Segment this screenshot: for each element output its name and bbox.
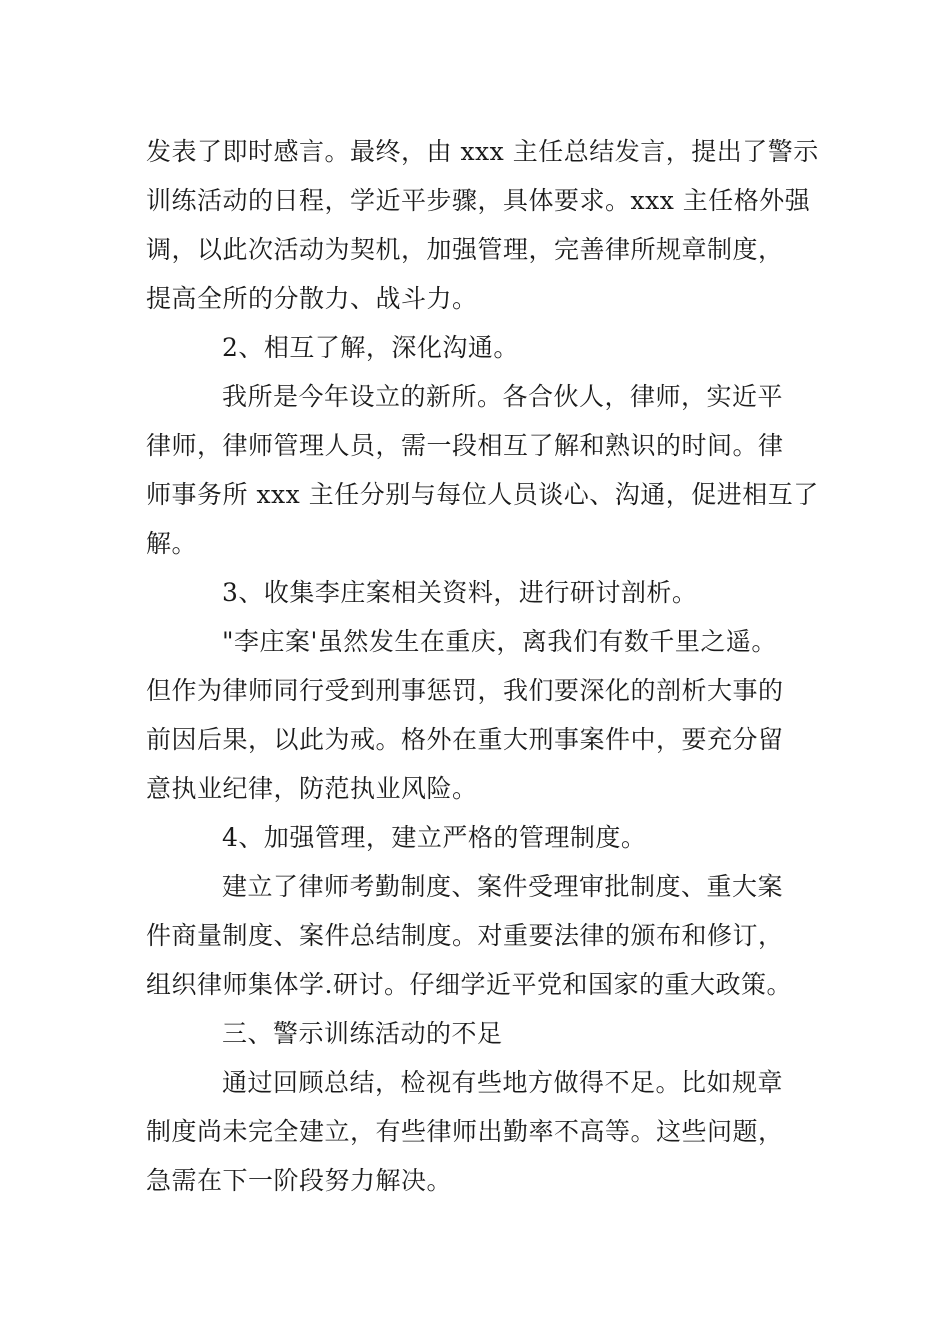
text-line: 解。	[146, 529, 198, 558]
text-line: "李庄案'虽然发生在重庆，离我们有数千里之遥。	[222, 627, 777, 656]
text-line: 意执业纪律，防范执业风险。	[146, 774, 478, 803]
paragraph-9	[146, 1058, 811, 1205]
text-line: 我所是今年设立的新所。各合伙人，律师，实近平	[222, 382, 784, 411]
document-body	[146, 127, 819, 1205]
text-line: 通过回顾总结，检视有些地方做得不足。比如规章	[222, 1068, 784, 1097]
text-line: 组织律师集体学.研讨。仔细学近平党和国家的重大政策。	[146, 970, 792, 999]
text-line: 2、相互了解，深化沟通。	[222, 333, 519, 362]
text-line: 制度尚未完全建立，有些律师出勤率不高等。这些问题，	[146, 1117, 784, 1146]
section-heading-3	[146, 568, 811, 617]
text-line: 但作为律师同行受到刑事惩罚，我们要深化的剖析大事的	[146, 676, 784, 705]
section-heading-2	[146, 323, 811, 372]
text-line: 件商量制度、案件总结制度。对重要法律的颁布和修订，	[146, 921, 784, 950]
text-line: 提高全所的分散力、战斗力。	[146, 284, 478, 313]
paragraph-5	[146, 617, 811, 813]
text-line: 发表了即时感言。最终，由 xxx 主任总结发言，提出了警示	[146, 137, 819, 166]
text-line: 调，以此次活动为契机，加强管理，完善律所规章制度，	[146, 235, 784, 264]
text-line: 师事务所 xxx 主任分别与每位人员谈心、沟通，促进相互了	[146, 480, 819, 509]
paragraph-3	[146, 372, 819, 568]
text-line: 急需在下一阶段努力解决。	[146, 1166, 453, 1195]
section-heading-three	[146, 1009, 811, 1058]
text-line: 三、警示训练活动的不足	[222, 1019, 503, 1048]
text-line: 4、加强管理，建立严格的管理制度。	[222, 823, 647, 852]
text-line: 建立了律师考勤制度、案件受理审批制度、重大案	[222, 872, 784, 901]
section-heading-4	[146, 813, 811, 862]
paragraph-1	[146, 127, 819, 323]
paragraph-7	[146, 862, 811, 1009]
text-line: 前因后果，以此为戒。格外在重大刑事案件中，要充分留	[146, 725, 784, 754]
text-line: 3、收集李庄案相关资料，进行研讨剖析。	[222, 578, 698, 607]
text-line: 训练活动的日程，学近平步骤，具体要求。xxx 主任格外强	[146, 186, 811, 215]
text-line: 律师，律师管理人员，需一段相互了解和熟识的时间。律	[146, 431, 784, 460]
